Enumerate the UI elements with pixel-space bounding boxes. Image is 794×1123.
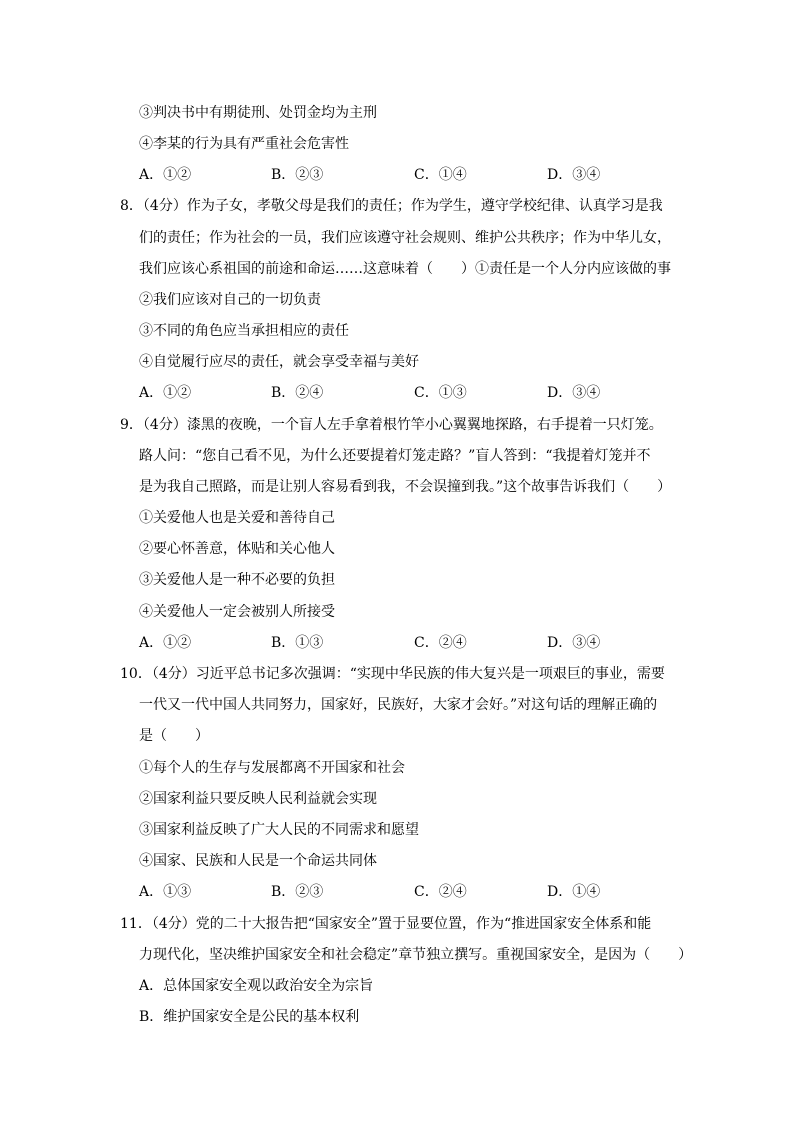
q7-option-c[interactable]: C．①④: [414, 167, 467, 183]
q8-stem-line-3: 我们应该心系祖国的前途和命运……这意味着（ ）①责任是一个人分内应该做的事: [139, 261, 671, 277]
q10-option-b[interactable]: B．②③: [271, 884, 324, 900]
q7-item-4: ④李某的行为具有严重社会危害性: [139, 136, 349, 152]
q11-stem-line-2: 力现代化，坚决维护国家安全和社会稳定”章节独立撰写。重视国家安全，是因为（ ）: [139, 947, 693, 963]
q10-option-c[interactable]: C．②④: [414, 884, 467, 900]
q10-item-3: ③国家利益反映了广大人民的不同需求和愿望: [139, 822, 419, 838]
q9-item-2: ②要心怀善意，体贴和关心他人: [139, 541, 335, 557]
q9-option-b[interactable]: B．①③: [271, 635, 324, 651]
q8-item-3: ③不同的角色应当承担相应的责任: [139, 323, 349, 339]
q7-option-a[interactable]: A．①②: [139, 167, 192, 183]
q9-option-a[interactable]: A．①②: [139, 635, 192, 651]
q9-item-4: ④关爱他人一定会被别人所接受: [139, 604, 335, 620]
q8-option-c[interactable]: C．①③: [414, 385, 467, 401]
q10-option-a[interactable]: A．①③: [139, 884, 192, 900]
q9-item-1: ①关爱他人也是关爱和善待自己: [139, 510, 335, 526]
q8-option-a[interactable]: A．①②: [139, 385, 192, 401]
q10-item-2: ②国家利益只要反映人民利益就会实现: [139, 791, 377, 807]
q10-item-4: ④国家、民族和人民是一个命运共同体: [139, 853, 377, 869]
q11-option-a[interactable]: A．总体国家安全观以政治安全为宗旨: [139, 978, 374, 994]
q9-stem-line-1: 9．（4分）漆黑的夜晚，一个盲人左手拿着根竹竿小心翼翼地探路，右手提着一只灯笼。: [120, 417, 663, 433]
q10-item-1: ①每个人的生存与发展都离不开国家和社会: [139, 760, 405, 776]
q10-option-d[interactable]: D．①④: [547, 884, 601, 900]
q7-option-b[interactable]: B．②③: [271, 167, 324, 183]
q9-option-d[interactable]: D．③④: [547, 635, 601, 651]
q9-stem-line-2: 路人问：“您自己看不见，为什么还要提着灯笼走路？”盲人答到：“我提着灯笼并不: [139, 448, 651, 464]
q8-item-4: ④自觉履行应尽的责任，就会享受幸福与美好: [139, 354, 419, 370]
q9-item-3: ③关爱他人是一种不必要的负担: [139, 572, 335, 588]
q8-option-b[interactable]: B．②④: [271, 385, 324, 401]
q9-stem-line-3: 是为我自己照路，而是让别人容易看到我，不会误撞到我。”这个故事告诉我们（ ）: [139, 479, 672, 495]
q8-item-2: ②我们应该对自己的一切负责: [139, 292, 321, 308]
q11-option-b[interactable]: B．维护国家安全是公民的基本权利: [139, 1009, 360, 1025]
q10-stem-line-3: 是（ ）: [139, 728, 209, 744]
q9-option-c[interactable]: C．②④: [414, 635, 467, 651]
q11-stem-line-1: 11．（4分）党的二十大报告把“国家安全”置于显要位置，作为“推进国家安全体系和能: [120, 916, 652, 932]
q7-item-3: ③判决书中有期徒刑、处罚金均为主刑: [139, 105, 377, 121]
q10-stem-line-1: 10．（4分）习近平总书记多次强调：“实现中华民族的伟大复兴是一项艰巨的事业，需要: [120, 666, 665, 682]
q7-option-d[interactable]: D．③④: [547, 167, 601, 183]
q10-stem-line-2: 一代又一代中国人共同努力，国家好，民族好，大家才会好。”对这句话的理解正确的: [139, 697, 658, 713]
q8-stem-line-2: 们的责任；作为社会的一员，我们应该遵守社会规则、维护公共秩序；作为中华儿女，: [139, 230, 671, 246]
q8-option-d[interactable]: D．③④: [547, 385, 601, 401]
q8-stem-line-1: 8．（4分）作为子女，孝敬父母是我们的责任；作为学生，遵守学校纪律、认真学习是我: [120, 198, 663, 214]
